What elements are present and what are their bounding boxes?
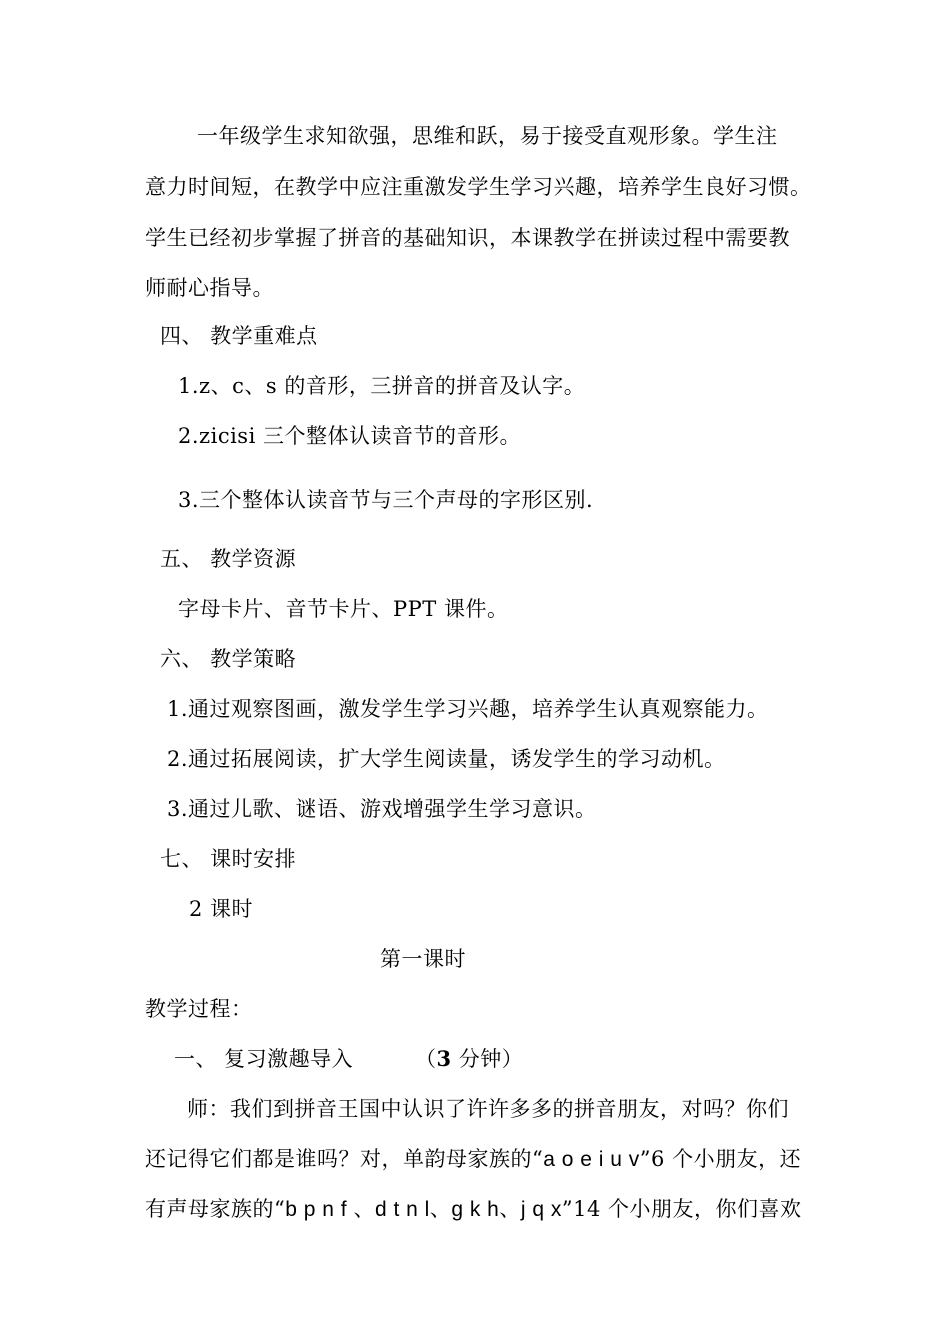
process-label: 教学过程： <box>145 997 253 1021</box>
section-7-content: 2 课时 <box>189 897 254 921</box>
intro-line-2: 意力时间短，在教学中应注重激发学生学习兴趣，培养学生良好习惯。 <box>145 175 812 199</box>
lesson-title: 第一课时 <box>380 947 466 971</box>
section-5-content-c: 课件。 <box>436 597 509 621</box>
teacher-line-2 <box>145 1145 801 1174</box>
step-1-time <box>415 1045 523 1073</box>
consonant-list: b p n f 、d t n l、g k h、j q x <box>285 1198 562 1221</box>
section-4-item-3: 3.三个整体认读音节与三个声母的字形区别. <box>178 488 594 512</box>
teacher-line-3 <box>145 1195 802 1224</box>
step-1-time-close: 分钟） <box>451 1047 524 1071</box>
section-5-content-a: 字母卡片、音节卡片、 <box>178 597 393 621</box>
vowel-list: a o e i u v <box>543 1148 640 1171</box>
step-1-time-open: （ <box>415 1047 437 1071</box>
section-7-heading: 七、 课时安排 <box>160 847 297 871</box>
teacher-line-2-a: 还记得它们都是谁吗？对，单韵母家族的“ <box>145 1147 544 1171</box>
section-4-item-2: 2.zicisi 三个整体认读音节的音形。 <box>178 424 521 448</box>
teacher-line-3-c: ”14 个小朋友，你们喜欢 <box>561 1197 802 1221</box>
section-5-content-b: PPT <box>393 597 437 621</box>
step-1-time-number: 3 <box>436 1046 452 1071</box>
section-5-heading: 五、 教学资源 <box>160 547 297 571</box>
intro-line-3: 学生已经初步掌握了拼音的基础知识，本课教学在拼读过程中需要教 <box>145 226 790 250</box>
section-5-content <box>178 595 508 623</box>
section-6-item-3: 3.通过儿歌、谜语、游戏增强学生学习意识。 <box>167 797 597 821</box>
intro-line-4: 师耐心指导。 <box>145 276 274 300</box>
teacher-line-3-a: 有声母家族的“ <box>145 1197 286 1221</box>
step-1-heading: 一、 复习激趣导入 <box>174 1047 354 1071</box>
section-6-heading: 六、 教学策略 <box>160 647 297 671</box>
section-6-item-2: 2.通过拓展阅读，扩大学生阅读量，诱发学生的学习动机。 <box>167 747 726 771</box>
section-4-heading: 四、 教学重难点 <box>160 324 318 348</box>
intro-line-1: 一年级学生求知欲强，思维和跃，易于接受直观形象。学生注 <box>197 124 778 148</box>
section-4-item-1: 1.z、c、s 的音形，三拼音的拼音及认字。 <box>178 374 586 398</box>
teacher-line-2-c: ”6 个小朋友，还 <box>639 1147 802 1171</box>
teacher-line-1: 师：我们到拼音王国中认识了许许多多的拼音朋友，对吗？你们 <box>187 1097 789 1121</box>
section-6-item-1: 1.通过观察图画，激发学生学习兴趣，培养学生认真观察能力。 <box>167 697 769 721</box>
